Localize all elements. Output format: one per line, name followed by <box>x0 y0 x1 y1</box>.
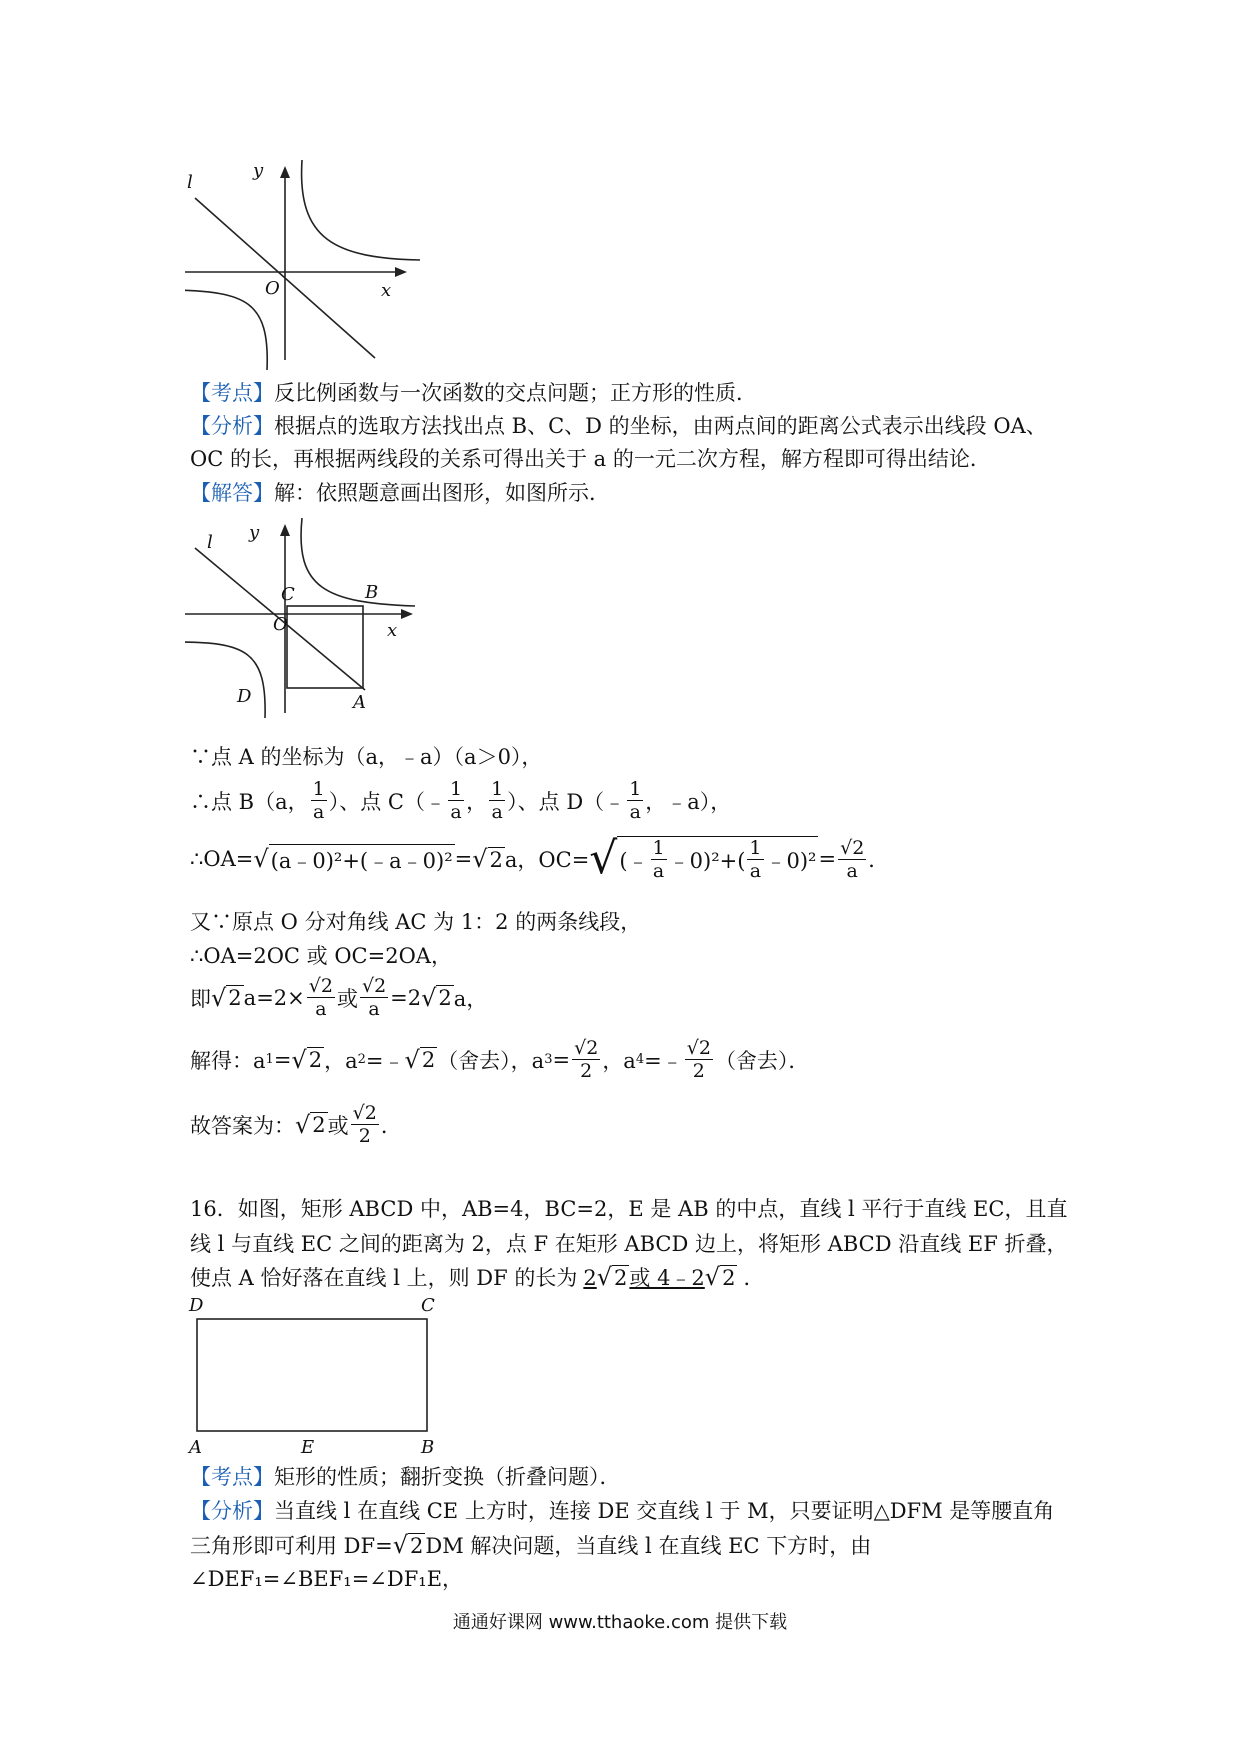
figure-1-graph <box>185 160 425 370</box>
fig3-label-b: B <box>421 1437 435 1455</box>
sqrt-sign-icon: √ <box>421 983 437 1012</box>
s3-part-2: = <box>454 847 473 871</box>
fig3-label-a: A <box>189 1437 202 1455</box>
s7-frac-1 <box>572 1037 600 1082</box>
s6-part-2: a=2× <box>243 985 305 1010</box>
s2-part-2: ）、点 C（﹣ <box>328 789 446 814</box>
s3-part-5: ﹣0)²+( <box>668 848 746 873</box>
fig3-label-e: E <box>301 1437 315 1455</box>
s3-sqrt-3 <box>589 833 818 884</box>
s2-part-5: ，﹣a）， <box>645 789 732 814</box>
s2-f4-den: a <box>629 801 641 823</box>
sqrt-sign-icon: √ <box>295 1110 311 1139</box>
s2-frac-1 <box>311 778 327 823</box>
s3-f2-den: a <box>749 860 762 882</box>
q16-line-3-post: ． <box>743 1266 765 1290</box>
s2-f1-den: a <box>313 801 325 823</box>
s7-sub-1: 1 <box>265 1052 274 1067</box>
s6-part-1: 即 <box>190 986 211 1011</box>
solution-step-6 <box>190 975 487 1020</box>
s2-part-1: ∴点 B（a， <box>190 789 309 814</box>
s3-sqrt-1-body: (a﹣0)²+(﹣a﹣0)² <box>269 844 455 875</box>
sqrt-sign-icon: √ <box>211 983 227 1012</box>
fig2-label-b: B <box>365 582 379 603</box>
s7-f2-num: √2 <box>686 1037 711 1059</box>
jieda-1-text: 解：依照题意画出图形，如图所示． <box>274 481 610 505</box>
s7-part-8: =﹣ <box>644 1048 683 1073</box>
s7-part-5: （舍去），a <box>437 1048 545 1073</box>
kaodian-2 <box>190 1462 621 1492</box>
s7-sqrt-1 <box>291 1047 324 1072</box>
s8-part-2: 或 <box>327 1113 349 1138</box>
s6-f1-den: a <box>315 998 327 1020</box>
s7-part-1: 解得：a <box>190 1048 266 1073</box>
s6-part-4: =2 <box>390 985 422 1010</box>
s7-part-6: = <box>552 1047 571 1072</box>
q16-ans-mid: 或 4﹣2 <box>629 1266 705 1290</box>
sqrt-sign-icon: √ <box>704 1263 721 1291</box>
solution-step-1: ∵点 A 的坐标为（a，﹣a）（a＞0）， <box>190 745 543 769</box>
question-16-line-2: 线 l 与直线 EC 之间的距离为 2，点 F 在矩形 ABCD 边上，将矩形 ABCD 沿直线 EF 折叠， <box>190 1232 1068 1256</box>
fig1-label-y: y <box>253 160 264 181</box>
sqrt-sign-icon: √ <box>404 1045 420 1074</box>
s3-f3-num: √2 <box>840 836 865 859</box>
s6-sqrt-1 <box>211 985 244 1010</box>
fig1-label-l: l <box>187 172 193 193</box>
fenxi-2-line-1 <box>190 1496 1054 1526</box>
s6-sqrt-2-body: 2 <box>438 986 452 1010</box>
s8-part-3: ． <box>380 1113 402 1138</box>
fenxi-2-text-1: 当直线 l 在直线 CE 上方时，连接 DE 交直线 l 于 M，只要证明△DFM 是等腰直角 <box>274 1499 1055 1523</box>
kaodian-2-tag: 【考点】 <box>190 1465 274 1489</box>
fig2-label-o: O <box>273 614 288 635</box>
fenxi-2-tag: 【分析】 <box>190 1499 274 1523</box>
q16-ans-sqrt-1-body: 2 <box>614 1265 628 1290</box>
s8-part-1: 故答案为： <box>190 1113 295 1138</box>
s6-f2-den: a <box>368 998 380 1020</box>
s2-part-3: ， <box>466 789 488 814</box>
fig2-label-a: A <box>353 692 366 713</box>
s8-sqrt-1-body: 2 <box>312 1113 326 1137</box>
fenxi-2-line-3: ∠DEF₁=∠BEF₁=∠DF₁E， <box>190 1567 464 1591</box>
fig2-label-x: x <box>387 620 398 641</box>
fenxi-1-tag: 【分析】 <box>190 414 274 438</box>
fig2-label-l: l <box>207 532 213 553</box>
s3-part-8: ． <box>868 848 890 872</box>
kaodian-2-text: 矩形的性质；翻折变换（折叠问题）． <box>274 1465 621 1489</box>
s3-frac-3 <box>838 837 866 882</box>
kaodian-1-tag: 【考点】 <box>190 381 274 405</box>
s3-sqrt-1 <box>253 844 454 875</box>
s7-f2-den: 2 <box>692 1060 705 1082</box>
s2-f4-num: 1 <box>629 778 642 800</box>
s2-frac-3 <box>489 778 505 823</box>
s8-sqrt-1 <box>295 1112 328 1137</box>
s2-f2-num: 1 <box>449 778 463 800</box>
s3-frac-1 <box>651 837 667 882</box>
fenxi-2-line-2 <box>190 1530 871 1560</box>
s7-part-7: ，a <box>602 1048 636 1073</box>
s7-sub-2: 2 <box>357 1052 366 1067</box>
fenxi-2-sqrt <box>393 1533 426 1558</box>
s7-f1-den: 2 <box>580 1060 593 1082</box>
solution-step-5: ∴OA=2OC 或 OC=2OA， <box>190 944 452 968</box>
s3-part-7: = <box>818 847 837 871</box>
s7-sqrt-2-body: 2 <box>421 1048 436 1072</box>
sqrt-sign-icon: √ <box>392 1531 408 1559</box>
q16-ans-a: 2 <box>583 1266 597 1290</box>
s3-sqrt-2 <box>472 847 505 872</box>
fig2-label-d: D <box>237 686 252 707</box>
s3-part-3: a，OC= <box>504 848 590 872</box>
sqrt-sign-icon: √ <box>596 1263 613 1291</box>
s7-part-9: （舍去）． <box>714 1048 810 1073</box>
s3-sqrt-3-body <box>617 836 818 882</box>
solution-step-2 <box>190 778 731 823</box>
s7-part-3: ，a <box>324 1048 358 1073</box>
s6-part-3: 或 <box>336 986 358 1011</box>
fenxi-2-sqrt-body: 2 <box>409 1533 424 1558</box>
q16-line-3-pre: 使点 A 恰好落在直线 l 上，则 DF 的长为 <box>190 1266 578 1290</box>
s6-sqrt-1-body: 2 <box>228 986 242 1010</box>
s3-sqrt-2-body: 2 <box>489 847 503 872</box>
fenxi-1-text-1: 根据点的选取方法找出点 B、C、D 的坐标，由两点间的距离公式表示出线段 OA、 <box>274 414 1047 438</box>
sqrt-sign-icon: √ <box>253 845 269 873</box>
s7-sqrt-1-body: 2 <box>308 1048 323 1072</box>
q16-ans-sqrt-1 <box>597 1265 630 1290</box>
fig1-label-x: x <box>381 280 392 301</box>
fenxi-1-line-2: OC 的长，再根据两线段的关系可得出关于 a 的一元二次方程，解方程即可得出结论． <box>190 447 991 471</box>
question-16-line-1: 16．如图，矩形 ABCD 中，AB=4，BC=2，E 是 AB 的中点，直线 l 平行于直线 EC，且直 <box>190 1197 1068 1221</box>
fig3-label-d: D <box>189 1295 204 1316</box>
s7-f1-num: √2 <box>574 1037 599 1059</box>
s2-f3-den: a <box>491 801 503 823</box>
s7-part-2: = <box>273 1047 292 1072</box>
s6-f1-num: √2 <box>308 975 333 997</box>
fig3-label-c: C <box>421 1295 435 1316</box>
s3-f2-num: 1 <box>749 837 762 859</box>
fig2-label-c: C <box>281 584 295 605</box>
q16-answer-blank <box>577 1262 743 1292</box>
fig1-label-o: O <box>265 278 280 299</box>
sqrt-sign-icon: √ <box>291 1045 307 1074</box>
s2-f1-num: 1 <box>312 778 325 800</box>
s6-f2-num: √2 <box>361 975 387 997</box>
s7-frac-2 <box>685 1037 713 1082</box>
fenxi-2-line-2-post: DM 解决问题，当直线 l 在直线 EC 下方时，由 <box>425 1534 872 1558</box>
sqrt-sign-icon: √ <box>472 845 488 873</box>
s3-f3-den: a <box>846 859 858 882</box>
solution-step-4: 又∵原点 O 分对角线 AC 为 1：2 的两条线段， <box>190 910 642 934</box>
solution-step-3 <box>190 833 890 884</box>
s2-f2-den: a <box>450 801 462 823</box>
s6-frac-2 <box>360 975 388 1020</box>
fenxi-1-line-1 <box>190 411 1047 441</box>
s7-sub-3: 3 <box>544 1052 553 1067</box>
s6-sqrt-2 <box>421 985 454 1010</box>
s3-frac-2 <box>747 837 763 882</box>
s3-part-4: (﹣ <box>619 848 649 873</box>
solution-step-7 <box>190 1037 809 1082</box>
s3-part-6: ﹣0)² <box>765 848 817 873</box>
s7-sqrt-2 <box>405 1047 438 1072</box>
jieda-1 <box>190 478 610 508</box>
kaodian-1 <box>190 378 757 408</box>
fenxi-2-line-2-pre: 三角形即可利用 DF= <box>190 1534 393 1558</box>
s3-f1-den: a <box>652 860 665 882</box>
figure-2-graph-square <box>185 518 425 718</box>
s2-f3-num: 1 <box>491 778 504 800</box>
question-16-line-3 <box>190 1262 764 1292</box>
s8-f1-num: √2 <box>352 1102 377 1124</box>
jieda-1-tag: 【解答】 <box>190 481 274 505</box>
figure-3-rectangle <box>185 1295 445 1455</box>
s3-part-1: ∴OA= <box>190 847 254 871</box>
q16-ans-sqrt-2 <box>705 1265 738 1290</box>
s8-frac-1 <box>351 1102 379 1147</box>
s6-part-5: a， <box>453 986 488 1011</box>
solution-step-8 <box>190 1102 402 1147</box>
s2-frac-2 <box>448 778 464 823</box>
kaodian-1-text: 反比例函数与一次函数的交点问题；正方形的性质． <box>274 381 757 405</box>
s2-part-4: ）、点 D（﹣ <box>507 789 626 814</box>
s2-frac-4 <box>627 778 643 823</box>
s8-f1-den: 2 <box>358 1125 371 1147</box>
s7-part-4: =﹣ <box>365 1048 405 1073</box>
fig2-label-y: y <box>249 522 260 543</box>
s3-f1-num: 1 <box>652 837 665 859</box>
page-footer: 通通好课网 www.tthaoke.com 提供下载 <box>452 1612 788 1633</box>
s6-frac-1 <box>307 975 335 1020</box>
sqrt-sign-icon: √ <box>589 833 618 884</box>
q16-ans-sqrt-2-body: 2 <box>722 1265 736 1290</box>
s7-sub-4: 4 <box>635 1052 645 1067</box>
